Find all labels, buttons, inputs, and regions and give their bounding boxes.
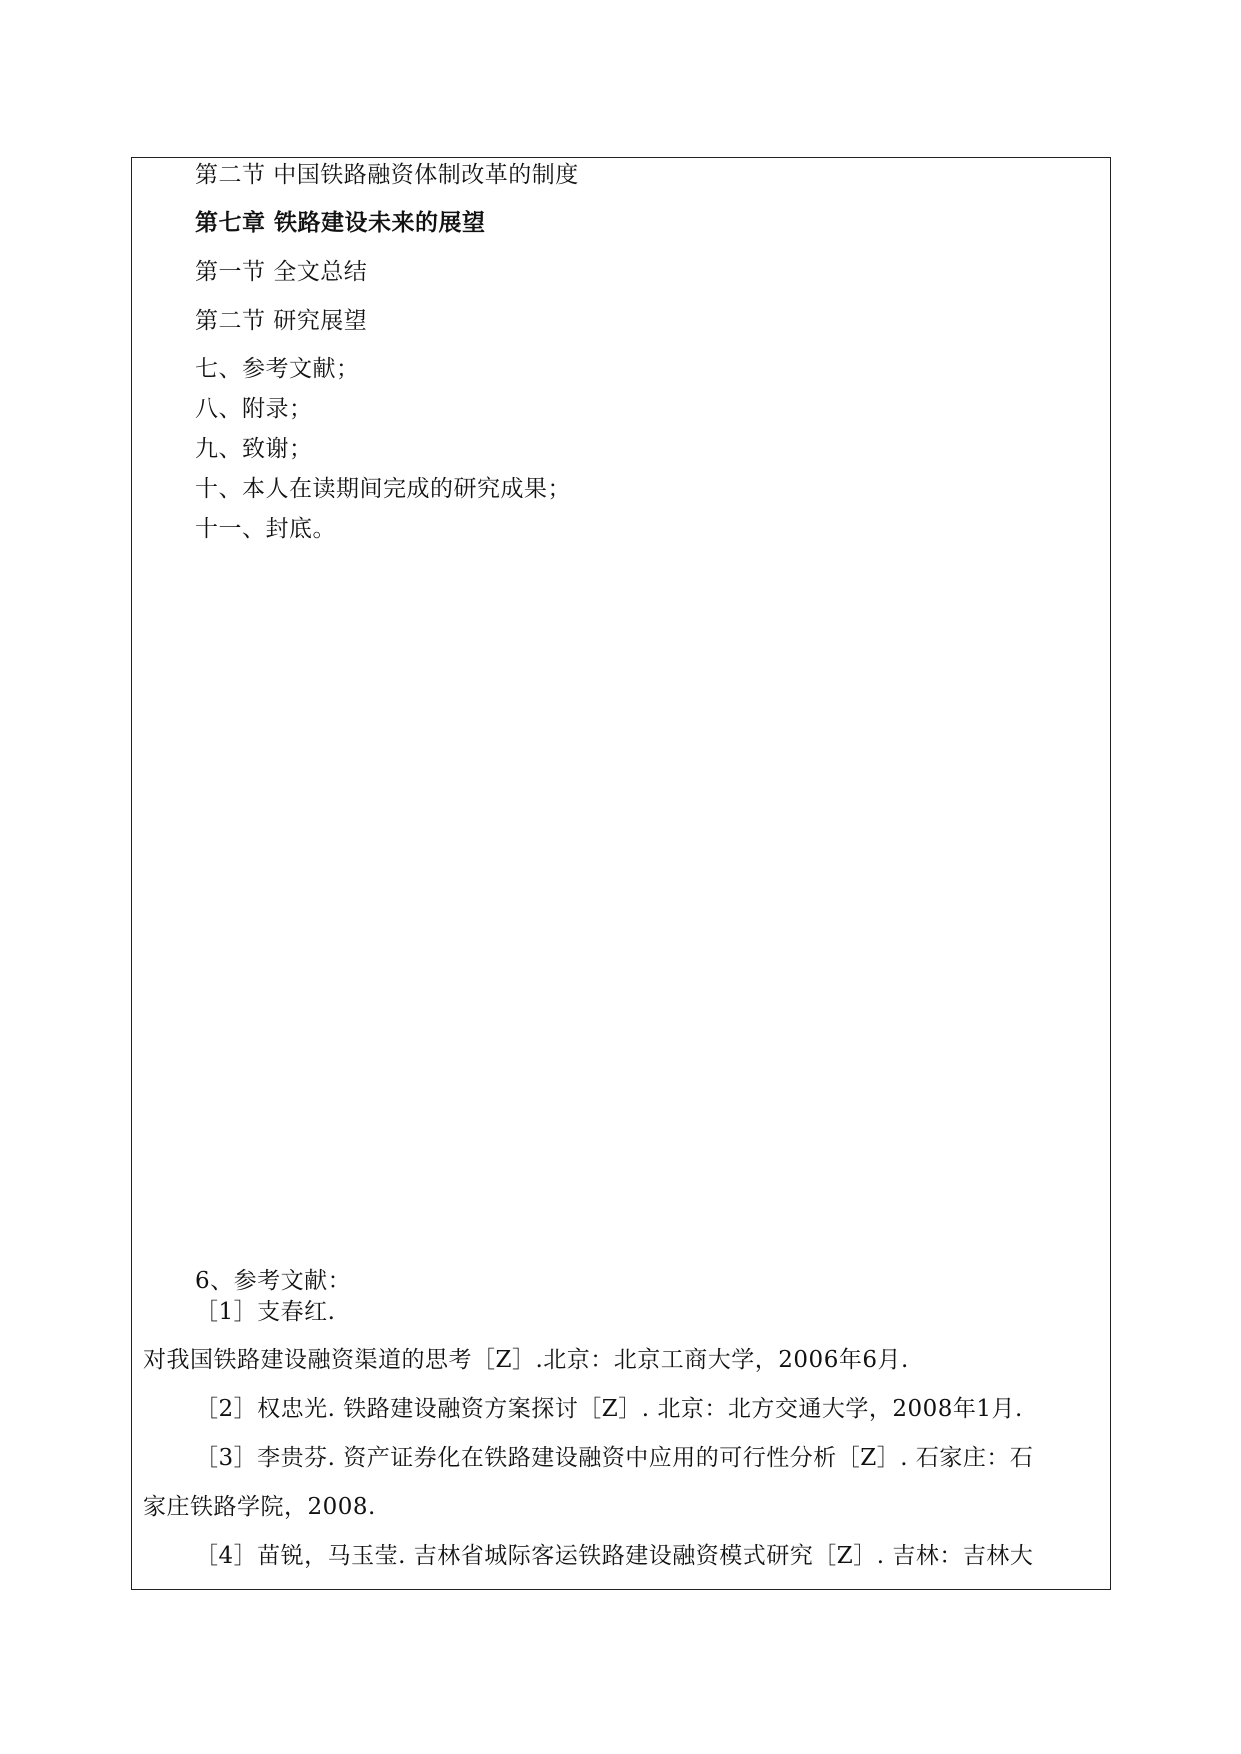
outline-line-3: 第一节 全文总结	[195, 259, 368, 285]
references-heading: 6、参考文献：	[195, 1268, 352, 1294]
outline-line-9: 十一、封底。	[195, 516, 336, 542]
outline-line-8: 十、本人在读期间完成的研究成果；	[195, 476, 571, 502]
reference-3-part-b: 家庄铁路学院，2008.	[143, 1494, 376, 1520]
outline-line-5: 七、参考文献；	[195, 356, 360, 382]
reference-1-part-a: ［1］支春红.	[195, 1299, 336, 1325]
reference-1-part-b: 对我国铁路建设融资渠道的思考［Z］.北京：北京工商大学，2006年6月.	[143, 1347, 909, 1373]
reference-2: ［2］权忠光. 铁路建设融资方案探讨［Z］. 北京：北方交通大学，2008年1月.	[195, 1396, 1023, 1422]
outline-line-1: 第二节 中国铁路融资体制改革的制度	[195, 162, 579, 188]
chapter-heading: 第七章 铁路建设未来的展望	[195, 209, 486, 236]
reference-4-part-a: ［4］苗锐，马玉莹. 吉林省城际客运铁路建设融资模式研究［Z］. 吉林：吉林大	[195, 1543, 1034, 1569]
outline-line-4: 第二节 研究展望	[195, 308, 368, 334]
reference-3-part-a: ［3］李贵芬. 资产证券化在铁路建设融资中应用的可行性分析［Z］. 石家庄：石	[195, 1445, 1034, 1471]
outline-line-7: 九、致谢；	[195, 436, 313, 462]
outline-line-6: 八、附录；	[195, 396, 313, 422]
